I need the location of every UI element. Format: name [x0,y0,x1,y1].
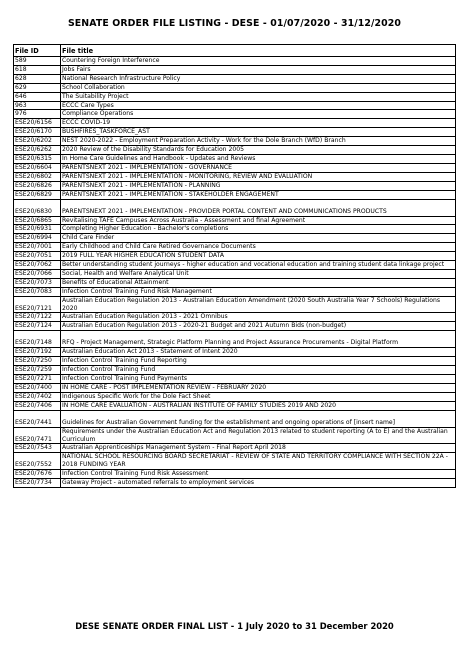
table-row [14,101,456,110]
file-id-cell: 646 [14,92,61,101]
file-title-cell: Australian Education Regulation 2013 - 2020-21 Budget and 2021 Autumn Bids (non-budget) [61,322,456,331]
file-id-cell: 629 [14,83,61,92]
file-id-cell: ESE20/7734 [14,479,61,488]
file-title-cell: NEST 2020-2022 - Employment Preparation Activity - Work for the Dole Branch (WfD) Branch [61,137,456,146]
file-id-cell: ESE20/6830 [14,199,61,216]
file-id-cell: ESE20/6829 [14,190,61,199]
file-title-cell: Better understanding student journeys - higher education and vocational education and training student data linkage project [61,261,456,270]
file-id-cell: ESE20/7259 [14,366,61,375]
table-row [14,199,456,216]
file-id-cell: ESE20/7406 [14,401,61,410]
file-id-cell: ESE20/7122 [14,313,61,322]
file-id-cell: ESE20/6156 [14,119,61,128]
file-id-cell: ESE20/7192 [14,348,61,357]
file-title-cell: Child Care Finder [61,234,456,243]
file-id-cell: ESE20/6202 [14,137,61,146]
table-row [14,453,456,470]
file-listing-table [13,44,456,488]
file-id-cell: ESE20/6170 [14,128,61,137]
table-row [14,269,456,278]
table-row [14,119,456,128]
file-title-cell: IN HOME CARE - POST IMPLEMENTATION REVIEW - FEBRUARY 2020 [61,383,456,392]
table-row [14,137,456,146]
table-row [14,190,456,199]
table-row [14,410,456,427]
file-id-cell: ESE20/6994 [14,234,61,243]
file-id-cell: ESE20/6604 [14,163,61,172]
file-title-cell: National Research Infrastructure Policy [61,74,456,83]
table-row [14,348,456,357]
file-title-cell: The Suitability Project [61,92,456,101]
file-id-cell: ESE20/7148 [14,331,61,348]
document-title: SENATE ORDER FILE LISTING - DESE - 01/07/2020 - 31/12/2020 [67,18,402,29]
file-id-cell: ESE20/7400 [14,383,61,392]
table-row [14,427,456,444]
table-row [14,128,456,137]
file-title-cell: IN HOME CARE EVALUATION - AUSTRALIAN INSTITUTE OF FAMILY STUDIES 2019 AND 2020 [61,401,456,410]
table-row [14,243,456,252]
file-title-cell: 2019 FULL YEAR HIGHER EDUCATION STUDENT DATA [61,252,456,261]
table-row [14,287,456,296]
file-title-cell: Australian Education Regulation 2013 - Australian Education Amendment (2020 South Australia Year 7 Schools) Regulations 2020 [61,296,456,313]
file-id-cell: ESE20/6931 [14,225,61,234]
table-row [14,331,456,348]
table-row [14,154,456,163]
file-title-cell: Completing Higher Education - Bachelor's completions [61,225,456,234]
file-id-cell: 963 [14,101,61,110]
file-id-cell: ESE20/7066 [14,269,61,278]
table-row [14,313,456,322]
table-row [14,146,456,155]
file-id-cell: ESE20/7121 [14,296,61,313]
file-id-cell: 976 [14,110,61,119]
table-row [14,366,456,375]
table-row [14,172,456,181]
file-id-cell: ESE20/7402 [14,392,61,401]
table-row [14,296,456,313]
table-row [14,278,456,287]
file-title-cell: Benefits of Educational Attainment [61,278,456,287]
file-id-cell: ESE20/7083 [14,287,61,296]
column-header-file-title: File title [61,45,456,57]
file-id-cell: 589 [14,57,61,66]
file-title-cell: Infection Control Training Fund [61,366,456,375]
table-row [14,225,456,234]
file-title-cell: NATIONAL SCHOOL RESOURCING BOARD SECRETARIAT - REVIEW OF STATE AND TERRITORY COMPLIANCE WITH SECTION 22A - 2018 FUNDING YEAR [61,453,456,470]
file-title-cell: Australian Education Regulation 2013 - 2021 Omnibus [61,313,456,322]
file-id-cell: ESE20/6826 [14,181,61,190]
table-row [14,234,456,243]
table-row [14,401,456,410]
file-id-cell: ESE20/7073 [14,278,61,287]
file-title-cell: Early Childhood and Child Care Retired Governance Documents [61,243,456,252]
file-title-cell: BUSHFIRES_TASKFORCE_AST [61,128,456,137]
table-row [14,261,456,270]
table-row [14,83,456,92]
file-id-cell: ESE20/7471 [14,427,61,444]
file-title-cell: Social, Health and Welfare Analytical Unit [61,269,456,278]
file-title-cell: ECCC COVID-19 [61,119,456,128]
table-row [14,444,456,453]
file-id-cell: ESE20/7552 [14,453,61,470]
table-row [14,322,456,331]
file-title-cell: Infection Control Training Fund Payments [61,375,456,384]
file-title-cell: 2020 Review of the Disability Standards for Education 2005 [61,146,456,155]
document-footer: DESE SENATE ORDER FINAL LIST - 1 July 2020 to 31 December 2020 [75,621,394,631]
file-title-cell: Countering Foreign Interference [61,57,456,66]
file-title-cell: Jobs Fairs [61,65,456,74]
file-title-cell: Guidelines for Australian Government funding for the establishment and ongoing operations of [insert name] [61,410,456,427]
table-row [14,57,456,66]
file-title-cell: School Collaboration [61,83,456,92]
file-title-cell: Infection Control Training Fund Reporting [61,357,456,366]
file-title-cell: Australian Apprenticeships Management System - Final Report April 2018 [61,444,456,453]
table-row [14,74,456,83]
file-id-cell: ESE20/6802 [14,172,61,181]
table-row [14,375,456,384]
file-id-cell: ESE20/7543 [14,444,61,453]
table-row [14,163,456,172]
table-row [14,470,456,479]
table-row [14,357,456,366]
file-title-cell: PARENTSNEXT 2021 - IMPLEMENTATION - PLANNING [61,181,456,190]
file-id-cell: ESE20/6262 [14,146,61,155]
file-title-cell: Infection Control Training Fund Risk Management [61,287,456,296]
file-title-cell: Australian Education Act 2013 - Statement of Intent 2020 [61,348,456,357]
file-id-cell: ESE20/7271 [14,375,61,384]
file-id-cell: ESE20/7062 [14,261,61,270]
column-header-file-id: File ID [14,45,61,57]
file-title-cell: Revitalising TAFE Campuses Across Australia - Assessment and final Agreement [61,216,456,225]
table-row [14,252,456,261]
file-id-cell: ESE20/7124 [14,322,61,331]
file-title-cell: RFQ - Project Management, Strategic Platform Planning and Project Assurance Procurements - Digital Platform [61,331,456,348]
file-title-cell: In Home Care Guidelines and Handbook - Updates and Reviews [61,154,456,163]
file-title-cell: Indigenous Specific Work for the Dole Fact Sheet [61,392,456,401]
table-row [14,110,456,119]
table-header-row [14,45,456,57]
file-id-cell: ESE20/7676 [14,470,61,479]
file-title-cell: PARENTSNEXT 2021 - IMPLEMENTATION - GOVERNANCE [61,163,456,172]
file-title-cell: Gateway Project - automated referrals to employment services [61,479,456,488]
file-id-cell: ESE20/7441 [14,410,61,427]
table-row [14,216,456,225]
file-id-cell: ESE20/7001 [14,243,61,252]
file-id-cell: 618 [14,65,61,74]
file-title-cell: Infection Control Training Fund Risk Assessment [61,470,456,479]
file-title-cell: Compliance Operations [61,110,456,119]
file-title-cell: PARENTSNEXT 2021 - IMPLEMENTATION - MONITORING, REVIEW AND EVALUATION [61,172,456,181]
table-row [14,392,456,401]
file-id-cell: ESE20/6865 [14,216,61,225]
file-title-cell: Requirements under the Australian Education Act and Regulation 2013 related to student reporting (A to E) and the Australian Curriculum [61,427,456,444]
table-row [14,479,456,488]
table-row [14,65,456,74]
table-body [14,57,456,488]
file-id-cell: ESE20/7250 [14,357,61,366]
table-row [14,92,456,101]
file-id-cell: ESE20/6315 [14,154,61,163]
table-row [14,383,456,392]
file-id-cell: ESE20/7051 [14,252,61,261]
file-title-cell: PARENTSNEXT 2021 - IMPLEMENTATION - PROVIDER PORTAL CONTENT AND COMMUNICATIONS PRODUCTS [61,199,456,216]
table-row [14,181,456,190]
file-title-cell: PARENTSNEXT 2021 - IMPLEMENTATION - STAKEHOLDER ENGAGEMENT [61,190,456,199]
file-id-cell: 628 [14,74,61,83]
file-title-cell: ECCC Care Types [61,101,456,110]
